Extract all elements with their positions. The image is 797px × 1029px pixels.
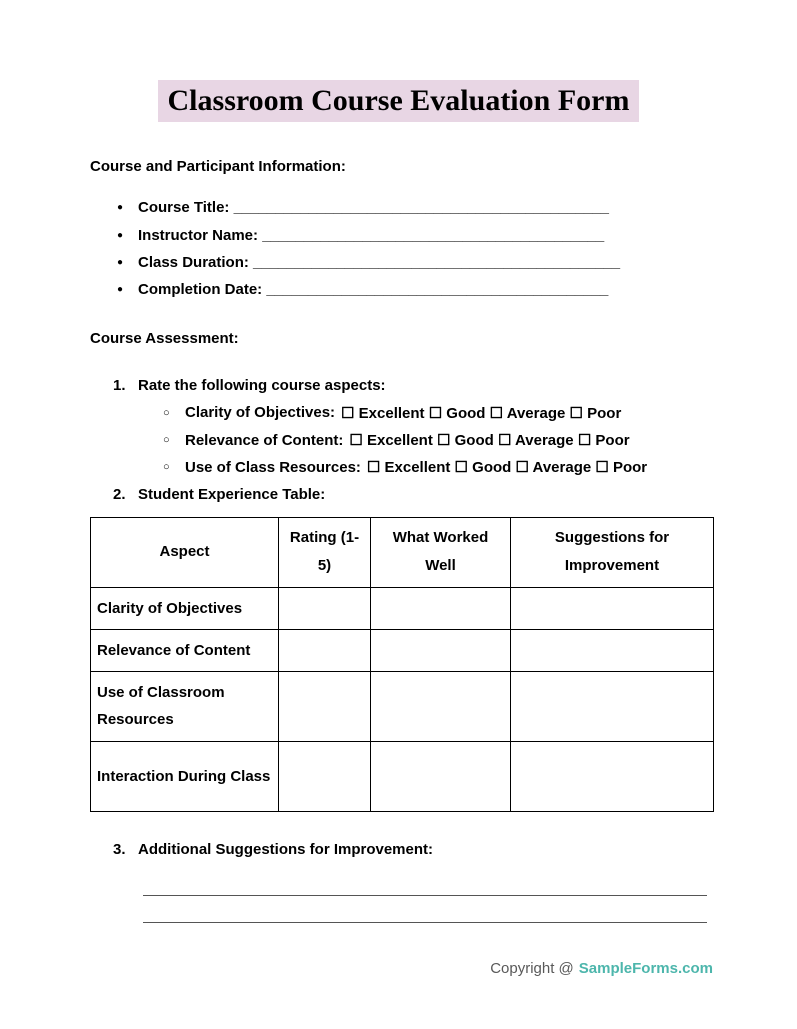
bullet-icon: ● [117,229,124,241]
aspect-cell: Use of Classroom Resources [91,671,279,741]
field-blank: _________________________________________ [262,226,605,244]
what-worked-cell [371,671,511,741]
field-row-instructor-name [0,221,797,248]
option-choices: ☐ Excellent ☐ Good ☐ Average ☐ Poor [349,432,630,450]
item-number: 1. [113,376,126,394]
suggestions-cell [511,587,714,629]
answer-line [143,869,707,896]
column-header-rating: Rating (1-5) [279,517,371,587]
field-label: Course Title: [138,199,230,217]
field-blank: ____________________________________________ [253,253,621,271]
option-label: Relevance of Content: [185,431,344,449]
copyright-text: Copyright @ [490,960,574,977]
sampleforms-link[interactable]: SampleForms.com [578,960,713,977]
option-choices: ☐ Excellent ☐ Good ☐ Average ☐ Poor [366,459,648,477]
option-row-relevance [0,426,797,453]
answer-lines [143,869,707,923]
circle-bullet-icon: ○ [163,461,170,474]
student-experience-table [90,517,714,812]
aspect-cell: Interaction During Class [91,741,279,811]
aspect-cell: Relevance of Content [91,629,279,671]
option-row-clarity [0,399,797,426]
option-choices: ☐ Excellent ☐ Good ☐ Average ☐ Poor [341,404,622,422]
field-row-completion-date [0,276,797,303]
title-block [0,0,797,122]
table-row [91,741,714,811]
rating-cell [279,671,371,741]
table-row [91,671,714,741]
what-worked-cell [371,587,511,629]
info-field-list [0,194,797,304]
field-row-class-duration [0,249,797,276]
column-header-what-worked: What Worked Well [371,517,511,587]
circle-bullet-icon: ○ [163,434,170,447]
field-label: Instructor Name: [138,226,259,244]
bullet-icon: ● [117,256,124,268]
numbered-item-3 [0,836,797,863]
info-section-heading: Course and Participant Information: [90,158,346,175]
field-blank: _________________________________________ [266,281,609,299]
field-text [138,227,604,244]
option-label: Clarity of Objectives: [185,404,336,422]
page-title: Classroom Course Evaluation Form [158,80,640,122]
field-text [138,254,620,271]
field-text [138,281,608,298]
answer-line [143,896,707,923]
item-label: Additional Suggestions for Improvement: [138,840,434,858]
bullet-icon: ● [117,284,124,296]
item-label: Rate the following course aspects: [138,376,386,394]
field-text [138,199,609,216]
column-header-aspect: Aspect [91,517,279,587]
numbered-item-2 [0,481,797,508]
item-label: Student Experience Table: [138,486,326,504]
numbered-item-1 [0,372,797,399]
assessment-section-heading: Course Assessment: [90,329,239,347]
table-row [91,629,714,671]
column-header-suggestions: Suggestions for Improvement [511,517,714,587]
field-label: Completion Date: [138,281,263,299]
field-label: Class Duration: [138,253,249,271]
rating-cell [279,587,371,629]
rating-cell [279,629,371,671]
suggestions-cell [511,629,714,671]
option-row-resources [0,454,797,481]
footer [490,960,713,977]
what-worked-cell [371,629,511,671]
table-header-row [91,517,714,587]
aspect-cell: Clarity of Objectives [91,587,279,629]
item-number: 2. [113,486,126,504]
suggestions-cell [511,741,714,811]
field-blank: _____________________________________________ [233,199,609,217]
circle-bullet-icon: ○ [163,406,170,419]
suggestions-cell [511,671,714,741]
what-worked-cell [371,741,511,811]
bullet-icon: ● [117,202,124,214]
rating-cell [279,741,371,811]
field-row-course-title [0,194,797,221]
table-row [91,587,714,629]
item-number: 3. [113,840,126,858]
option-label: Use of Class Resources: [185,458,361,476]
